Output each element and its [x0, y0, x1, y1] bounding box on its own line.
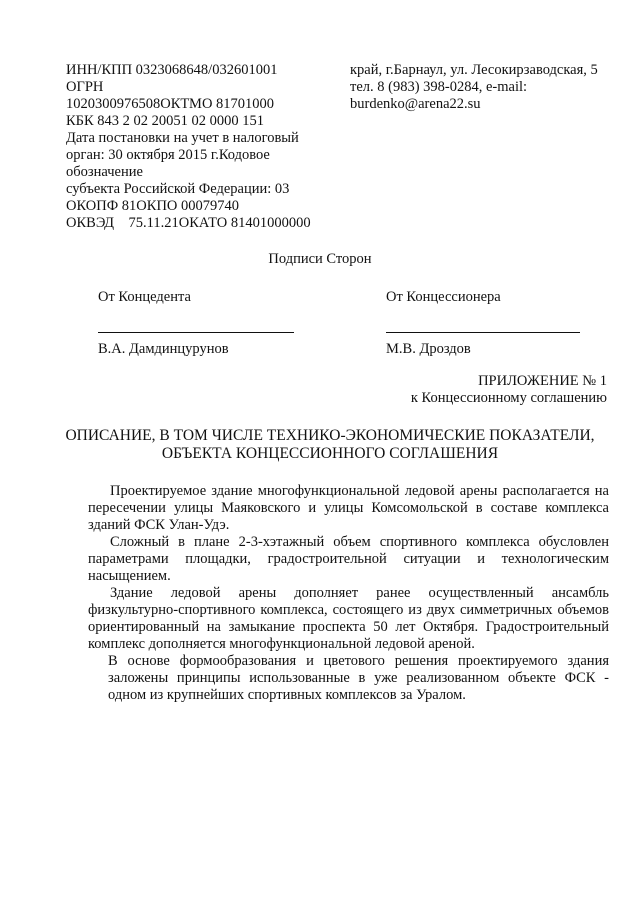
concessionaire-signature-line: [386, 332, 580, 333]
concessionaire-label: От Концессионера: [386, 289, 501, 305]
grantor-label: От Концедента: [98, 289, 191, 305]
description-title-line-1: ОПИСАНИЕ, В ТОМ ЧИСЛЕ ТЕХНИКО-ЭКОНОМИЧЕСКИЕ ПОКАЗАТЕЛИ,: [65, 427, 595, 444]
requisites-line: ИНН/КПП 0323068648/032601001: [66, 62, 278, 78]
requisites-line: ОГРН: [66, 79, 104, 95]
description-title: [0, 427, 640, 463]
email-line: burdenko@arena22.su: [350, 96, 481, 112]
requisites-line: обозначение: [66, 164, 143, 180]
appendix-header: [411, 373, 607, 407]
phone-email-line: тел. 8 (983) 398-0284, e-mail:: [350, 79, 528, 95]
requisites-line: ОКВЭД 75.11.21ОКАТО 81401000000: [66, 215, 311, 231]
appendix-number: ПРИЛОЖЕНИЕ № 1: [478, 373, 607, 389]
requisites-left: [66, 62, 346, 232]
paragraph: Сложный в плане 2-3-хэтажный объем спортивного комплекса обусловлен параметрами площадки, градостроительной ситуации и технологическим насыщением.: [88, 534, 609, 584]
requisites-line: орган: 30 октября 2015 г.Кодовое: [66, 147, 270, 163]
appendix-subtitle: к Концессионному соглашению: [410, 390, 607, 406]
signatures-title: Подписи Сторон: [268, 251, 372, 267]
requisites-line: Дата постановки на учет в налоговый: [66, 130, 299, 146]
paragraph: Проектируемое здание многофункциональной ледовой арены располагается на пересечении улицы Маяковского и улицы Комсомольской в составе комплекса зданий ФСК Улан-Удэ.: [88, 483, 609, 533]
requisites-line: субъекта Российской Федерации: 03: [66, 181, 290, 197]
description-body: [88, 483, 609, 704]
requisites-line: 1020300976508ОКТМО 81701000: [66, 96, 275, 112]
paragraph: Здание ледовой арены дополняет ранее осуществленный ансамбль физкультурно-спортивного комплекса, состоящего из двух симметричных объемов ориентированный на замыкание проспекта 50 лет Октября. Градостроительный комплекс дополняется многофункциональной ледовой ареной.: [88, 585, 609, 652]
grantor-signature-line: [98, 332, 294, 333]
requisites-line: КБК 843 2 02 20051 02 0000 151: [66, 113, 265, 129]
address-line: край, г.Барнаул, ул. Лесокирзаводская, 5: [350, 62, 598, 78]
requisites-line: ОКОПФ 81ОКПО 00079740: [66, 198, 240, 214]
grantor-name: В.А. Дамдинцурунов: [98, 341, 229, 357]
requisites-right: [350, 62, 620, 113]
paragraph: В основе формообразования и цветового решения проектируемого здания заложены принципы использованные в уже реализованном объекте ФСК - одном из крупнейших спортивных комплексов за Уралом.: [108, 653, 609, 703]
concessionaire-name: М.В. Дроздов: [386, 341, 471, 357]
description-title-line-2: ОБЪЕКТА КОНЦЕССИОННОГО СОГЛАШЕНИЯ: [161, 445, 499, 462]
